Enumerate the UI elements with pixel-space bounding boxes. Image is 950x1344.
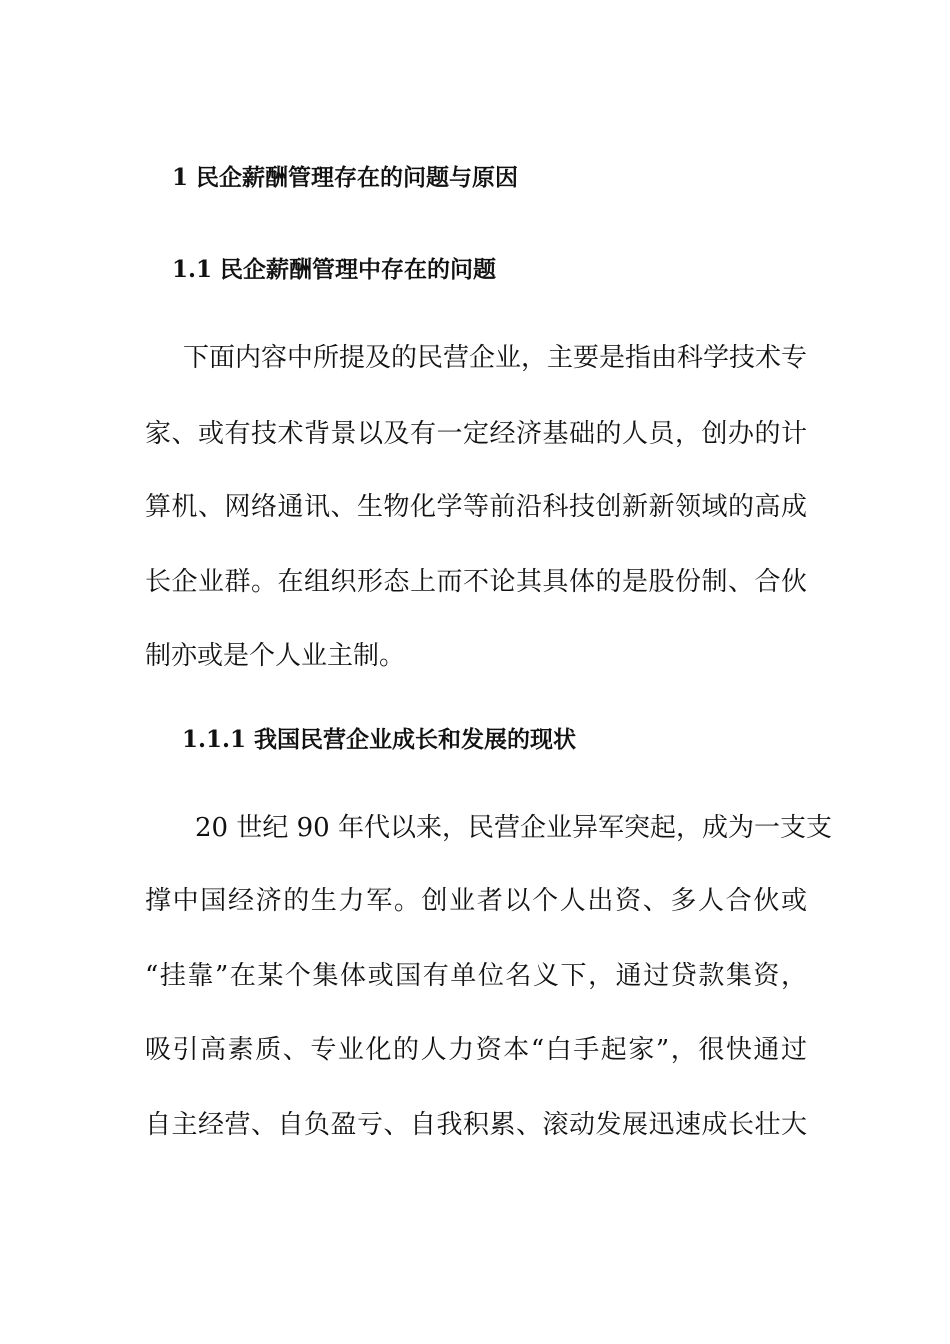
- paragraph-line: 算机、网络通讯、生物化学等前沿科技创新新领域的高成: [145, 492, 807, 522]
- section-heading-1: 1 民企薪酬管理存在的问题与原因: [172, 164, 519, 191]
- paragraph-line: 撑中国经济的生力军。创业者以个人出资、多人合伙或: [145, 886, 807, 916]
- paragraph-line: 下面内容中所提及的民营企业，主要是指由科学技术专: [183, 343, 808, 373]
- paragraph-line: 长企业群。在组织形态上而不论其具体的是股份制、合伙: [145, 567, 807, 597]
- paragraph-line: 家、或有技术背景以及有一定经济基础的人员，创办的计: [145, 419, 807, 449]
- section-heading-1-1: 1.1 民企薪酬管理中存在的问题: [172, 256, 497, 283]
- paragraph-line: 自主经营、自负盈亏、自我积累、滚动发展迅速成长壮大: [145, 1110, 807, 1140]
- paragraph-line: 制亦或是个人业主制。: [145, 641, 406, 671]
- paragraph-line: 20 世纪 90 年代以来，民营企业异军突起，成为一支支: [195, 813, 832, 843]
- paragraph-line: 吸引高素质、专业化的人力资本“白手起家”，很快通过: [145, 1035, 807, 1065]
- section-heading-1-1-1: 1.1.1 我国民营企业成长和发展的现状: [182, 726, 577, 753]
- paragraph-line: “挂靠”在某个集体或国有单位名义下，通过贷款集资，: [145, 961, 807, 991]
